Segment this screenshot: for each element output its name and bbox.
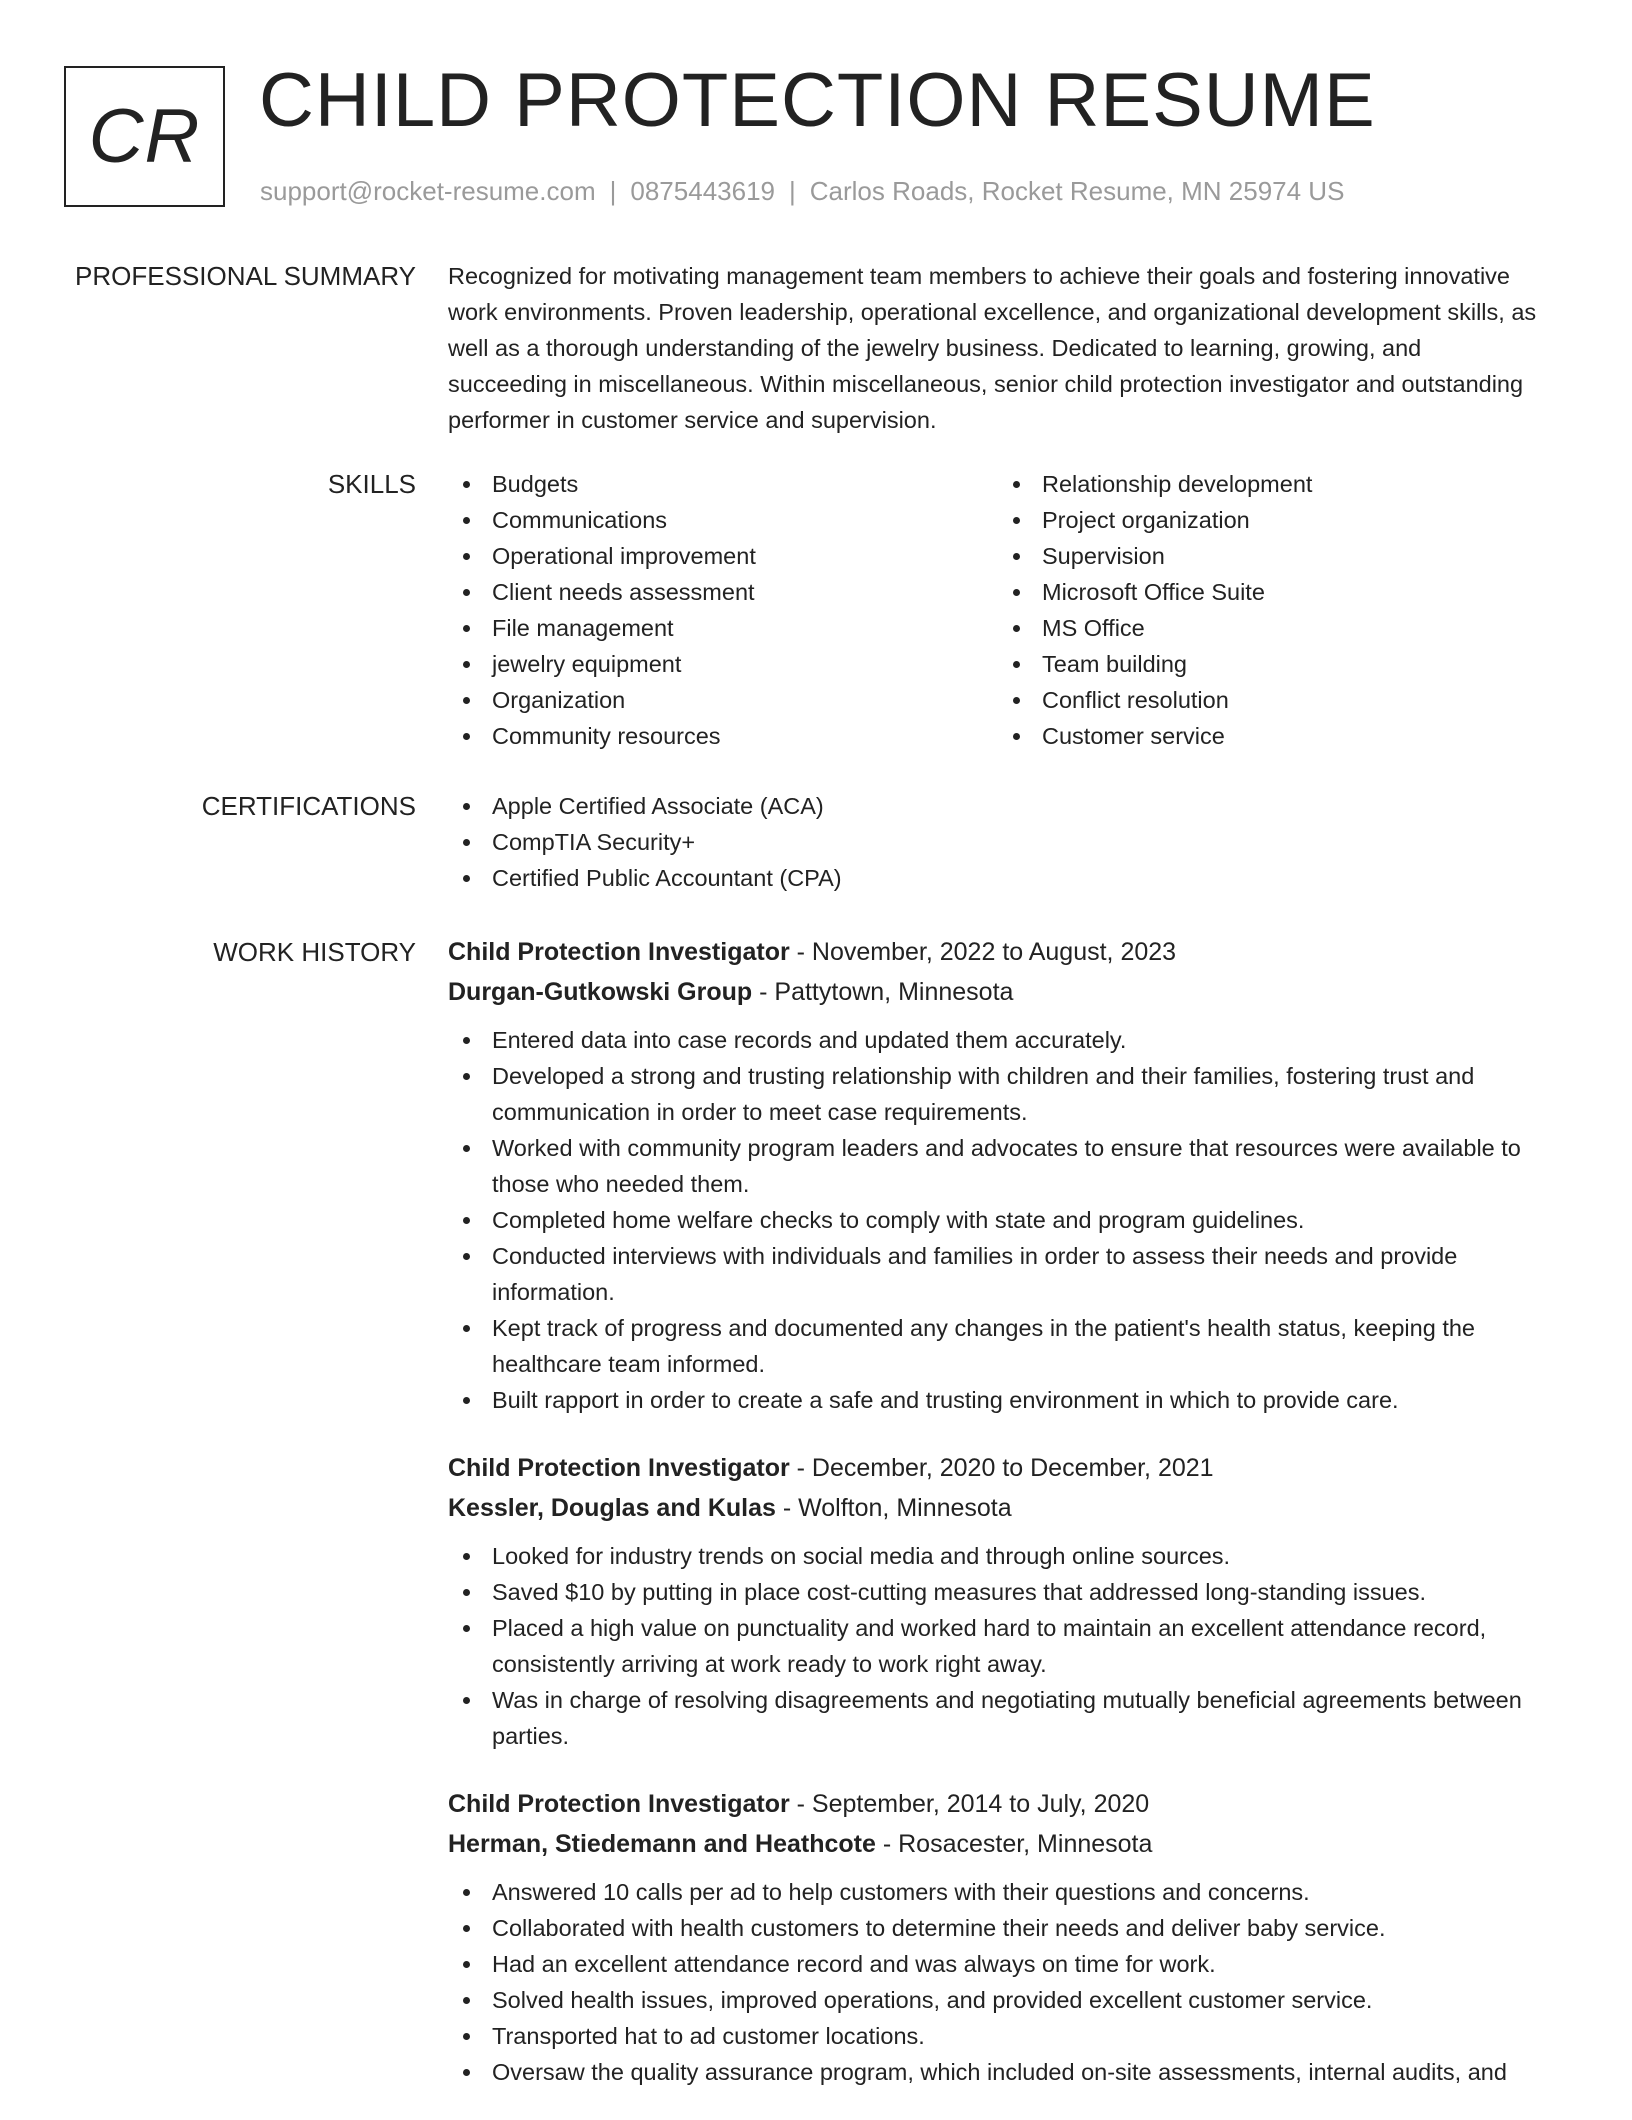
job-company-line xyxy=(448,972,1568,1012)
list-item: Community resources xyxy=(448,718,998,754)
list-item: Microsoft Office Suite xyxy=(998,574,1548,610)
job-bullets xyxy=(448,1874,1568,2090)
list-item: Operational improvement xyxy=(448,538,998,574)
contact-address: Carlos Roads, Rocket Resume, MN 25974 US xyxy=(809,176,1345,206)
list-item: Transported hat to ad customer locations. xyxy=(448,2018,1568,2054)
contact-separator: | xyxy=(609,176,617,206)
job-company: Kessler, Douglas and Kulas xyxy=(448,1494,776,1522)
job-title: Child Protection Investigator xyxy=(448,1454,790,1482)
list-item: Developed a strong and trusting relationship with children and their families, fostering trust and communication in order to meet case requirements. xyxy=(448,1058,1568,1130)
job-title: Child Protection Investigator xyxy=(448,1790,790,1818)
list-item: Organization xyxy=(448,682,998,718)
job-title: Child Protection Investigator xyxy=(448,938,790,966)
job-location: - Pattytown, Minnesota xyxy=(752,978,1014,1006)
job-company-line xyxy=(448,1824,1568,1864)
list-item: Relationship development xyxy=(998,466,1548,502)
job-company: Durgan-Gutkowski Group xyxy=(448,978,753,1006)
section-label-skills: SKILLS xyxy=(327,469,416,499)
list-item: Entered data into case records and updated them accurately. xyxy=(448,1022,1568,1058)
skills-column-left xyxy=(448,466,998,754)
list-item: Had an excellent attendance record and was always on time for work. xyxy=(448,1946,1568,1982)
job-entry xyxy=(448,932,1568,1418)
job-entry xyxy=(448,1448,1568,1754)
list-item: Solved health issues, improved operations, and provided excellent customer service. xyxy=(448,1982,1568,2018)
list-item: Kept track of progress and documented any changes in the patient's health status, keeping the healthcare team informed. xyxy=(448,1310,1568,1382)
list-item: jewelry equipment xyxy=(448,646,998,682)
list-item: Customer service xyxy=(998,718,1548,754)
job-company: Herman, Stiedemann and Heathcote xyxy=(448,1830,876,1858)
contact-line xyxy=(260,176,1344,206)
contact-email: support@rocket-resume.com xyxy=(260,176,596,206)
list-item: Conflict resolution xyxy=(998,682,1548,718)
list-item: Worked with community program leaders and advocates to ensure that resources were available to those who needed them. xyxy=(448,1130,1568,1202)
skills-list xyxy=(448,466,1568,754)
list-item: Saved $10 by putting in place cost-cutting measures that addressed long-standing issues. xyxy=(448,1574,1568,1610)
list-item: Team building xyxy=(998,646,1548,682)
job-title-line xyxy=(448,1448,1568,1488)
list-item: File management xyxy=(448,610,998,646)
job-title-line xyxy=(448,932,1568,972)
list-item: Collaborated with health customers to determine their needs and deliver baby service. xyxy=(448,1910,1568,1946)
section-label-work-history: WORK HISTORY xyxy=(213,937,416,967)
section-label-certifications: CERTIFICATIONS xyxy=(201,791,416,821)
list-item: Completed home welfare checks to comply with state and program guidelines. xyxy=(448,1202,1568,1238)
job-location: - Rosacester, Minnesota xyxy=(875,1830,1153,1858)
job-bullets xyxy=(448,1022,1568,1418)
list-item: Project organization xyxy=(998,502,1548,538)
job-dates: - December, 2020 to December, 2021 xyxy=(789,1454,1214,1482)
list-item: Conducted interviews with individuals and families in order to assess their needs and provide information. xyxy=(448,1238,1568,1310)
job-company-line xyxy=(448,1488,1568,1528)
list-item: Budgets xyxy=(448,466,998,502)
list-item: Looked for industry trends on social media and through online sources. xyxy=(448,1538,1568,1574)
list-item: CompTIA Security+ xyxy=(448,824,1568,860)
summary-text: Recognized for motivating management team members to achieve their goals and fostering innovative work environments. Proven leadership, operational excellence, and organizational development skills, as well as a thorough understanding of the jewelry business. Dedicated to learning, growing, and succeeding in miscellaneous. Within miscellaneous, senior child protection investigator and outstanding performer in customer service and supervision. xyxy=(448,263,1537,433)
contact-phone: 0875443619 xyxy=(630,176,775,206)
job-dates: - November, 2022 to August, 2023 xyxy=(789,938,1177,966)
list-item: Oversaw the quality assurance program, which included on-site assessments, internal audits, and xyxy=(448,2054,1568,2090)
list-item: Answered 10 calls per ad to help customers with their questions and concerns. xyxy=(448,1874,1568,1910)
contact-separator: | xyxy=(789,176,796,206)
job-title-line xyxy=(448,1784,1568,1824)
job-entry xyxy=(448,1784,1568,2090)
resume-title: CHILD PROTECTION RESUME xyxy=(259,58,1376,143)
list-item: Apple Certified Associate (ACA) xyxy=(448,788,1568,824)
certifications-list xyxy=(448,788,1568,896)
list-item: Supervision xyxy=(998,538,1548,574)
job-location: - Wolfton, Minnesota xyxy=(775,1494,1012,1522)
list-item: Client needs assessment xyxy=(448,574,998,610)
section-label-summary: PROFESSIONAL SUMMARY xyxy=(75,261,416,291)
skills-column-right xyxy=(998,466,1548,754)
list-item: Communications xyxy=(448,502,998,538)
list-item: Placed a high value on punctuality and worked hard to maintain an excellent attendance record, consistently arriving at work ready to work right away. xyxy=(448,1610,1568,1682)
monogram-initials: CR xyxy=(88,94,201,179)
list-item: Was in charge of resolving disagreements and negotiating mutually beneficial agreements between parties. xyxy=(448,1682,1568,1754)
list-item: Built rapport in order to create a safe and trusting environment in which to provide care. xyxy=(448,1382,1568,1418)
job-dates: - September, 2014 to July, 2020 xyxy=(789,1790,1150,1818)
list-item: Certified Public Accountant (CPA) xyxy=(448,860,1568,896)
work-history xyxy=(448,932,1568,2120)
monogram-box xyxy=(64,66,225,207)
list-item: MS Office xyxy=(998,610,1548,646)
job-bullets xyxy=(448,1538,1568,1754)
